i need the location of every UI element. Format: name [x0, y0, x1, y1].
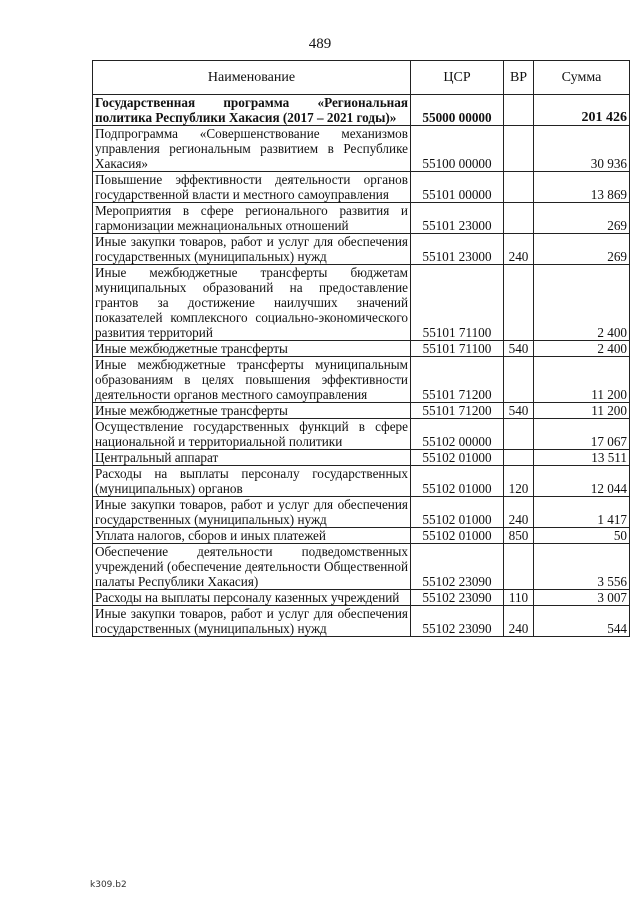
row-sum: 30 936 — [534, 126, 630, 172]
row-csr: 55101 71100 — [411, 341, 504, 357]
row-vr — [504, 126, 534, 172]
table-row — [93, 341, 630, 357]
row-sum: 12 044 — [534, 466, 630, 497]
row-csr: 55102 01000 — [411, 497, 504, 528]
row-csr: 55102 01000 — [411, 528, 504, 544]
row-name: Иные межбюджетные трансферты — [93, 403, 411, 419]
row-name: Повышение эффективности деятельности органов государственной власти и местного самоуправления — [93, 172, 411, 203]
row-name: Расходы на выплаты персоналу государственных (муниципальных) органов — [93, 466, 411, 497]
footer-code: k309.b2 — [90, 880, 127, 890]
row-sum: 3 556 — [534, 544, 630, 590]
header-csr: ЦСР — [411, 61, 504, 95]
row-csr: 55102 23090 — [411, 590, 504, 606]
row-vr: 120 — [504, 466, 534, 497]
table-row — [93, 265, 630, 341]
table-row — [93, 203, 630, 234]
row-csr: 55101 23000 — [411, 234, 504, 265]
row-sum: 1 417 — [534, 497, 630, 528]
table-row — [93, 172, 630, 203]
row-sum: 13 869 — [534, 172, 630, 203]
table-row — [93, 590, 630, 606]
row-vr: 110 — [504, 590, 534, 606]
table-row — [93, 403, 630, 419]
row-name: Иные межбюджетные трансферты бюджетам муниципальных образований на предоставление грантов за достижение наилучших значений показателей комплексного социально-экономического развития территорий — [93, 265, 411, 341]
row-name: Расходы на выплаты персоналу казенных учреждений — [93, 590, 411, 606]
table-row — [93, 450, 630, 466]
row-csr: 55101 00000 — [411, 172, 504, 203]
row-name: Центральный аппарат — [93, 450, 411, 466]
row-csr: 55102 01000 — [411, 450, 504, 466]
row-name: Мероприятия в сфере регионального развития и гармонизации межнациональных отношений — [93, 203, 411, 234]
row-csr: 55101 71200 — [411, 403, 504, 419]
row-csr: 55101 71100 — [411, 265, 504, 341]
row-name: Государственная программа «Региональная политика Республики Хакасия (2017 – 2021 годы)» — [93, 95, 411, 126]
row-name: Обеспечение деятельности подведомственных учреждений (обеспечение деятельности Общественной палаты Республики Хакасия) — [93, 544, 411, 590]
row-sum: 2 400 — [534, 265, 630, 341]
row-name: Подпрограмма «Совершенствование механизмов управления региональным развитием в Республике Хакасия» — [93, 126, 411, 172]
table-row — [93, 606, 630, 637]
page-number: 489 — [308, 36, 332, 52]
row-csr: 55102 00000 — [411, 419, 504, 450]
row-csr: 55101 71200 — [411, 357, 504, 403]
row-csr: 55102 01000 — [411, 466, 504, 497]
row-csr: 55102 23090 — [411, 606, 504, 637]
row-sum: 269 — [534, 203, 630, 234]
row-csr: 55102 23090 — [411, 544, 504, 590]
table-row — [93, 419, 630, 450]
header-sum: Сумма — [534, 61, 630, 95]
row-csr: 55100 00000 — [411, 126, 504, 172]
row-vr — [504, 419, 534, 450]
row-sum: 201 426 — [534, 95, 630, 126]
row-vr: 240 — [504, 606, 534, 637]
row-name: Иные закупки товаров, работ и услуг для обеспечения государственных (муниципальных) нужд — [93, 606, 411, 637]
row-sum: 50 — [534, 528, 630, 544]
row-vr — [504, 95, 534, 126]
budget-table — [92, 60, 630, 637]
table-row — [93, 95, 630, 126]
table-row — [93, 126, 630, 172]
row-vr: 240 — [504, 497, 534, 528]
row-vr — [504, 357, 534, 403]
header-vr: ВР — [504, 61, 534, 95]
row-name: Иные закупки товаров, работ и услуг для обеспечения государственных (муниципальных) нужд — [93, 234, 411, 265]
table-row — [93, 497, 630, 528]
row-sum: 13 511 — [534, 450, 630, 466]
table-row — [93, 528, 630, 544]
table-row — [93, 234, 630, 265]
row-vr — [504, 450, 534, 466]
row-name: Иные межбюджетные трансферты — [93, 341, 411, 357]
row-vr — [504, 203, 534, 234]
row-sum: 3 007 — [534, 590, 630, 606]
table-row — [93, 357, 630, 403]
row-csr: 55101 23000 — [411, 203, 504, 234]
row-vr: 540 — [504, 403, 534, 419]
row-name: Осуществление государственных функций в сфере национальной и территориальной политики — [93, 419, 411, 450]
row-sum: 2 400 — [534, 341, 630, 357]
row-csr: 55000 00000 — [411, 95, 504, 126]
row-name: Иные закупки товаров, работ и услуг для обеспечения государственных (муниципальных) нужд — [93, 497, 411, 528]
row-vr — [504, 544, 534, 590]
row-vr — [504, 265, 534, 341]
row-name: Уплата налогов, сборов и иных платежей — [93, 528, 411, 544]
row-sum: 17 067 — [534, 419, 630, 450]
row-vr: 850 — [504, 528, 534, 544]
table-header-row — [93, 61, 630, 95]
row-name: Иные межбюджетные трансферты муниципальным образованиям в целях повышения эффективности деятельности органов местного самоуправления — [93, 357, 411, 403]
row-sum: 269 — [534, 234, 630, 265]
header-name: Наименование — [93, 61, 411, 95]
row-sum: 544 — [534, 606, 630, 637]
row-vr — [504, 172, 534, 203]
row-sum: 11 200 — [534, 403, 630, 419]
table-row — [93, 544, 630, 590]
row-sum: 11 200 — [534, 357, 630, 403]
table-row — [93, 466, 630, 497]
row-vr: 240 — [504, 234, 534, 265]
row-vr: 540 — [504, 341, 534, 357]
